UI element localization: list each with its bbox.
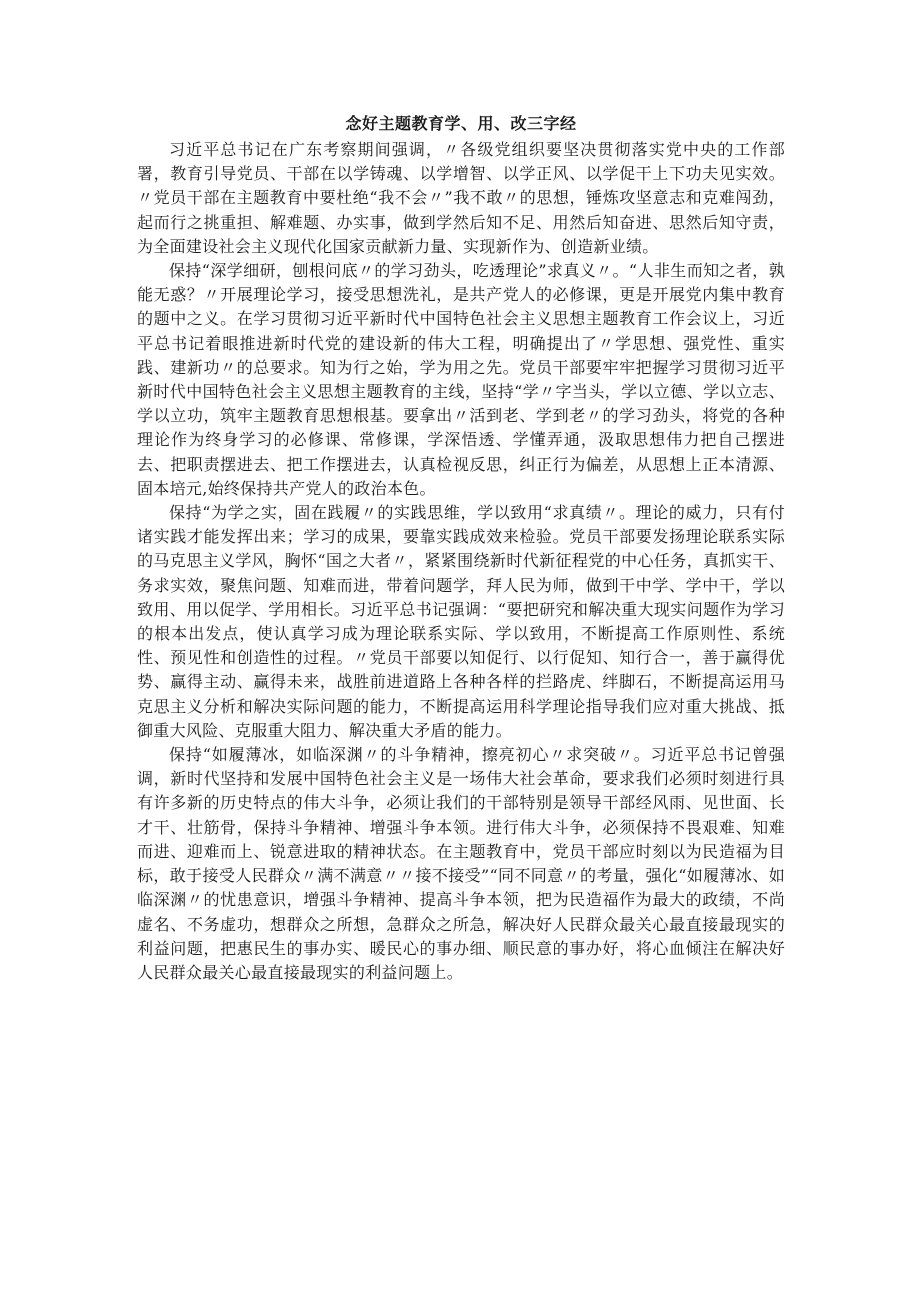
paragraph-practice: 保持“为学之实，固在践履〃的实践思维，学以致用“求真绩〃。理论的威力，只有付诸实践才能发挥出来；学习的成果，要靠实践成效来检验。党员干部要发扬理论联系实际的马克思主义学风，胸怀“国之大者〃，紧紧围绕新时代新征程党的中心任务，真抓实干、务求实效，聚焦问题、知难而进，带着问题学，拜人民为师，做到干中学、学中干，学以致用、用以促学、学用相长。习近平总书记强调：“要把研究和解决重大现实问题作为学习的根本出发点，使认真学习成为理论联系实际、学以致用，不断提高工作原则性、系统性、预见性和创造性的过程。〃党员干部要以知促行、以行促知、知行合一，善于赢得优势、赢得主动、赢得未来，战胜前进道路上各种各样的拦路虎、绊脚石，不断提高运用马克思主义分析和解决实际问题的能力，不断提高运用科学理论指导我们应对重大挑战、抵御重大风险、克服重大阻力、解决重大矛盾的能力。: [137, 503, 785, 740]
paragraph-study: 保持“深学细研，刨根问底〃的学习劲头，吃透理论”求真义〃。“人非生而知之者，孰能无惑？〃开展理论学习，接受思想洗礼，是共产党人的必修课，更是开展党内集中教育的题中之义。在学习贯彻习近平新时代中国特色社会主义思想主题教育工作会议上，习近平总书记着眼推进新时代党的建设新的伟大工程，明确提出了〃学思想、强党性、重实践、建新功〃的总要求。知为行之始，学为用之先。党员干部要牢牢把握学习贯彻习近平新时代中国特色社会主义思想主题教育的主线，坚持“学〃字当头，学以立德、学以立志、学以立功，筑牢主题教育思想根基。要拿出〃活到老、学到老〃的学习劲头，将党的各种理论作为终身学习的必修课、常修课，学深悟透、学懂弄通，汲取思想伟力把自己摆进去、把职责摆进去、把工作摆进去，认真检视反思，纠正行为偏差，从思想上正本清源、固本培元,始终保持共产党人的政治本色。: [137, 261, 785, 498]
document-title: 念好主题教育学、用、改三字经: [345, 114, 577, 133]
document-page: [137, 112, 785, 985]
paragraph-struggle: 保持“如履薄冰，如临深渊〃的斗争精神，擦亮初心〃求突破〃。习近平总书记曾强调，新时代坚持和发展中国特色社会主义是一场伟大社会革命，要求我们必须时刻进行具有许多新的历史特点的伟大斗争，必须让我们的干部特别是领导干部经风雨、见世面、长才干、壮筋骨，保持斗争精神、增强斗争本领。进行伟大斗争，必须保持不畏艰难、知难而进、迎难而上、锐意进取的精神状态。在主题教育中，党员干部应时刻以为民造福为目标，敢于接受人民群众〃满不满意〃〃接不接受”“同不同意〃的考量，强化“如履薄冰、如临深渊〃的忧患意识，增强斗争精神、提高斗争本领，把为民造福作为最大的政绩，不尚虚名、不务虚功，想群众之所想，急群众之所急，解决好人民群众最关心最直接最现实的利益问题，把惠民生的事办实、暖民心的事办细、顺民意的事办好，将心血倾注在解决好人民群众最关心最直接最现实的利益问题上。: [137, 745, 785, 982]
paragraph-intro: 习近平总书记在广东考察期间强调，〃各级党组织要坚决贯彻落实党中央的工作部署，教育引导党员、干部在以学铸魂、以学增智、以学正风、以学促干上下功夫见实效。〃党员干部在主题教育中要杜绝“我不会〃”我不敢〃的思想，锤炼攻坚意志和克难闯劲，起而行之挑重担、解难题、办实事，做到学然后知不足、用然后知奋进、思然后知守责，为全面建设社会主义现代化国家贡献新力量、实现新作为、创造新业绩。: [137, 140, 785, 256]
